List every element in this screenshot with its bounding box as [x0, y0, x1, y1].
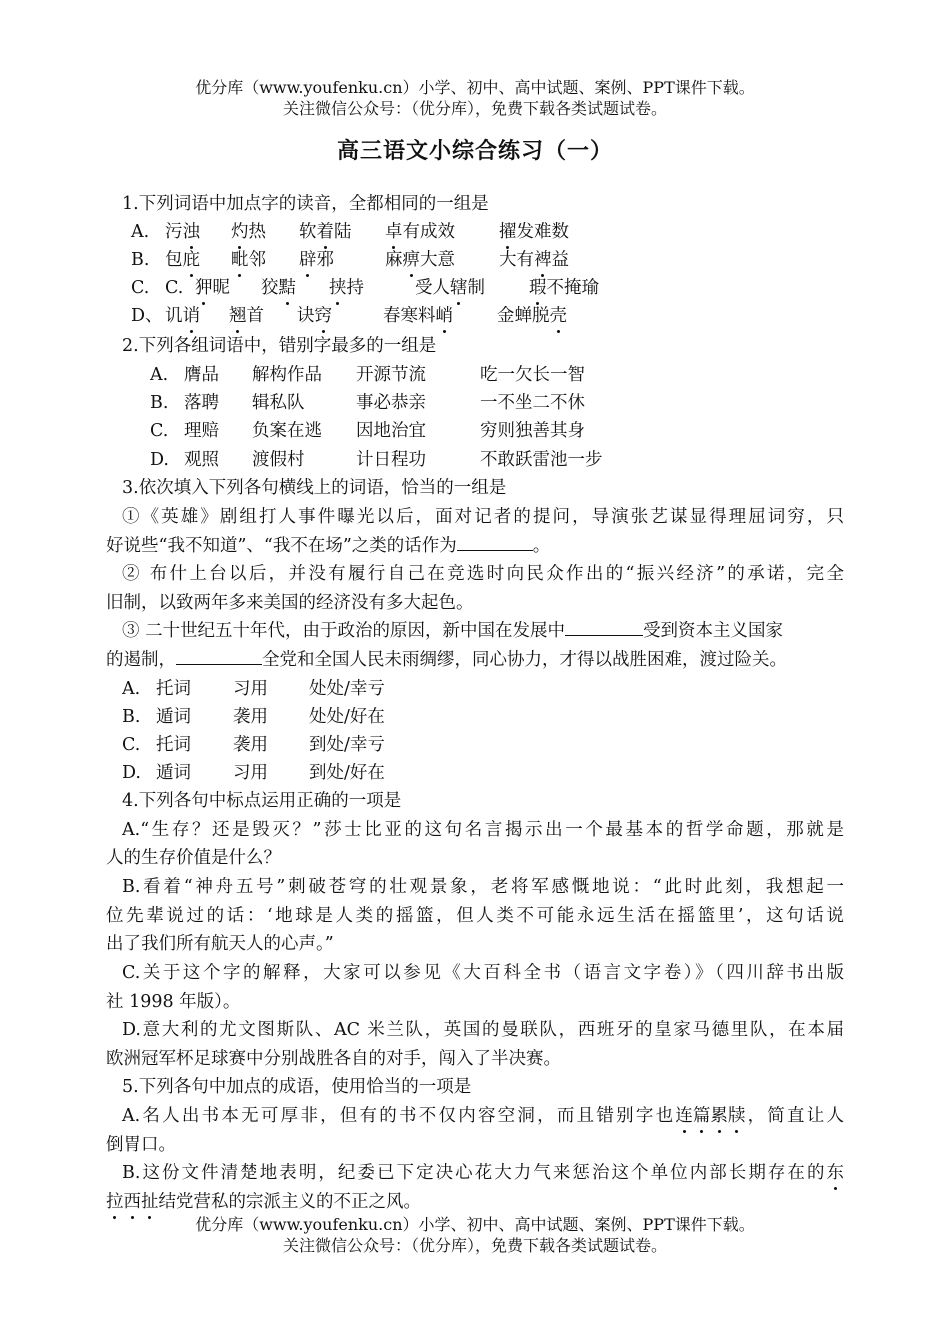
- footer-line-1: 优分库（www.youfenku.cn）小学、初中、高中试题、案例、PPT课件下载。: [195, 1215, 755, 1234]
- q4-option-a: A.“生存？还是毁灭？”莎士比亚的这句名言揭示出一个最基本的哲学命题，那就是: [122, 820, 844, 840]
- dotted-char: 毗: [231, 246, 249, 274]
- q4-option-a-cont: 人的生存价值是什么？: [106, 848, 281, 868]
- q3-stem: 3.依次填入下列各句横线上的词语，恰当的一组是: [122, 478, 507, 498]
- q3-option-c: C. 托词 袭用 到处/幸亏: [122, 735, 385, 755]
- q4-option-c: C.关于这个字的解释，大家可以参见《大百科全书（语言文字卷）》（四川辞书出版: [122, 963, 844, 983]
- option-label: D、: [131, 306, 163, 326]
- q4-stem: 4.下列各句中标点运用正确的一项是: [122, 791, 402, 811]
- dotted-char: 篇: [693, 1102, 711, 1130]
- header-line-2: 关注微信公众号：（优分库），免费下载各类试题试卷。: [282, 99, 667, 118]
- q1-option-c: C. C. 狎昵 狡黠 挟持 受人辖制 瑕不掩瑜: [131, 274, 871, 302]
- q4-option-b-cont-1: 位先辈说过的话：‘地球是人类的摇篮，但人类不可能永远生活在摇篮里’，这句话说: [106, 906, 844, 926]
- dotted-char: 峭: [436, 302, 454, 330]
- dotted-char: 裨: [534, 246, 552, 274]
- dotted-char: 灼: [231, 218, 249, 246]
- dotted-char: 狎: [195, 274, 213, 302]
- dotted-char: 窍: [315, 302, 333, 330]
- dotted-char: 翘: [229, 302, 247, 330]
- dotted-char: 西: [124, 1188, 142, 1216]
- q3-sentence-3: ③ 二十世纪五十年代，由于政治的原因，新中国在发展中 受到资本主义国家: [122, 617, 862, 645]
- page-title: 高三语文小综合练习（一）: [336, 138, 613, 164]
- q3-sentence-1-cont: 好说些“我不知道”、“我不在场”之类的话作为 。: [106, 532, 846, 560]
- dotted-char: 辖: [450, 274, 468, 302]
- q2-stem: 2.下列各组词语中，错别字最多的一组是: [122, 336, 437, 356]
- dotted-char: 浊: [183, 218, 201, 246]
- answer-blank: [565, 617, 643, 636]
- q1-option-d: D、 讥诮 翘首 诀窍 春寒料峭 金蝉脱壳: [131, 302, 871, 330]
- footer-line-2: 关注微信公众号：（优分库），免费下载各类试题试卷。: [282, 1236, 667, 1255]
- dotted-char: 着: [317, 218, 335, 246]
- q3-sentence-1: ①《英雄》剧组打人事件曝光以后，面对记者的提问，导演张艺谋显得理屈词穷，只: [122, 507, 844, 527]
- dotted-char: 擢: [499, 218, 517, 246]
- q4-option-b: B.看着“神舟五号”刺破苍穹的壮观景象，老将军感慨地说：“此时此刻，我想起一: [122, 877, 844, 897]
- q5-option-b-cont: 拉西扯结党营私的宗派主义的不正之风。: [106, 1188, 846, 1216]
- dotted-char: 黠: [279, 274, 297, 302]
- q3-sentence-2: ② 布什上台以后，并没有履行自己在竞选时向民众作出的“振兴经济”的承诺，完全: [122, 564, 844, 584]
- q1-option-b: B. 包庇 毗邻 辟邪 麻痹大意 大有裨益: [131, 246, 871, 274]
- q5-stem: 5.下列各句中加点的成语，使用恰当的一项是: [122, 1077, 472, 1097]
- q3-option-a: A. 托词 习用 处处/幸亏: [122, 679, 385, 699]
- q3-option-b: B. 遁词 袭用 处处/好在: [122, 707, 385, 727]
- dotted-char: 累: [710, 1102, 728, 1130]
- dotted-char: 庇: [183, 246, 201, 274]
- q4-option-c-cont: 社 1998 年版）。: [106, 992, 241, 1012]
- q3-sentence-2-cont: 旧制，以致两年多来美国的经济没有多大起色。: [106, 593, 474, 613]
- q2-option-a: A. 膺品 解构作品 开源节流 吃一欠长一智: [150, 365, 585, 385]
- q5-option-b: B.这份文件清楚地表明，纪委已下定决心花大力气来惩治这个单位内部长期存在的东: [122, 1159, 844, 1187]
- q2-option-c: C. 理赔 负案在逃 因地治宜 穷则独善其身: [150, 421, 585, 441]
- q1-stem: 1.下列词语中加点字的读音，全都相同的一组是: [122, 194, 489, 214]
- q3-sentence-3-cont: 的遏制， 全党和全国人民未雨绸缪，同心协力，才得以战胜困难，渡过险关。: [106, 646, 846, 674]
- q1-option-a: A. 污浊 灼热 软着陆 卓有成效 擢发难数: [131, 218, 871, 246]
- dotted-char: 瑕: [529, 274, 547, 302]
- option-label: C.: [131, 278, 150, 298]
- dotted-char: 牍: [728, 1102, 746, 1130]
- dotted-char: 痹: [403, 246, 421, 274]
- q4-option-b-cont-2: 出了我们所有航天人的心声。”: [106, 934, 334, 954]
- answer-blank: [176, 646, 262, 665]
- option-label: B.: [131, 250, 150, 270]
- option-label: A.: [131, 222, 150, 242]
- q2-option-b: B. 落聘 辑私队 事必恭亲 一不坐二不休: [150, 393, 585, 413]
- q5-option-a-cont: 倒胃口。: [106, 1135, 176, 1155]
- dotted-char: 辟: [299, 246, 317, 274]
- dotted-char: 扯: [141, 1188, 159, 1216]
- dotted-char: 挟: [329, 274, 347, 302]
- dotted-char: 卓: [385, 218, 403, 246]
- answer-blank: [457, 532, 533, 551]
- dotted-char: 诮: [183, 302, 201, 330]
- header-line-1: 优分库（www.youfenku.cn）小学、初中、高中试题、案例、PPT课件下载。: [195, 78, 755, 97]
- q3-option-d: D. 遁词 习用 到处/好在: [122, 763, 385, 783]
- dotted-char: 壳: [550, 302, 568, 330]
- dotted-char: 连: [675, 1102, 693, 1130]
- dotted-char: 拉: [106, 1188, 124, 1216]
- q4-option-d: D.意大利的尤文图斯队、AC 米兰队，英国的曼联队，西班牙的皇家马德里队，在本届: [122, 1020, 844, 1040]
- q5-option-a: A.名人出书本无可厚非，但有的书不仅内容空洞，而且错别字也连篇累牍，简直让人: [122, 1102, 844, 1130]
- q2-option-d: D. 观照 渡假村 计日程功 不敢跃雷池一步: [150, 450, 603, 470]
- q4-option-d-cont: 欧洲冠军杯足球赛中分别战胜各自的对手，闯入了半决赛。: [106, 1049, 561, 1069]
- dotted-char: 东: [827, 1159, 845, 1187]
